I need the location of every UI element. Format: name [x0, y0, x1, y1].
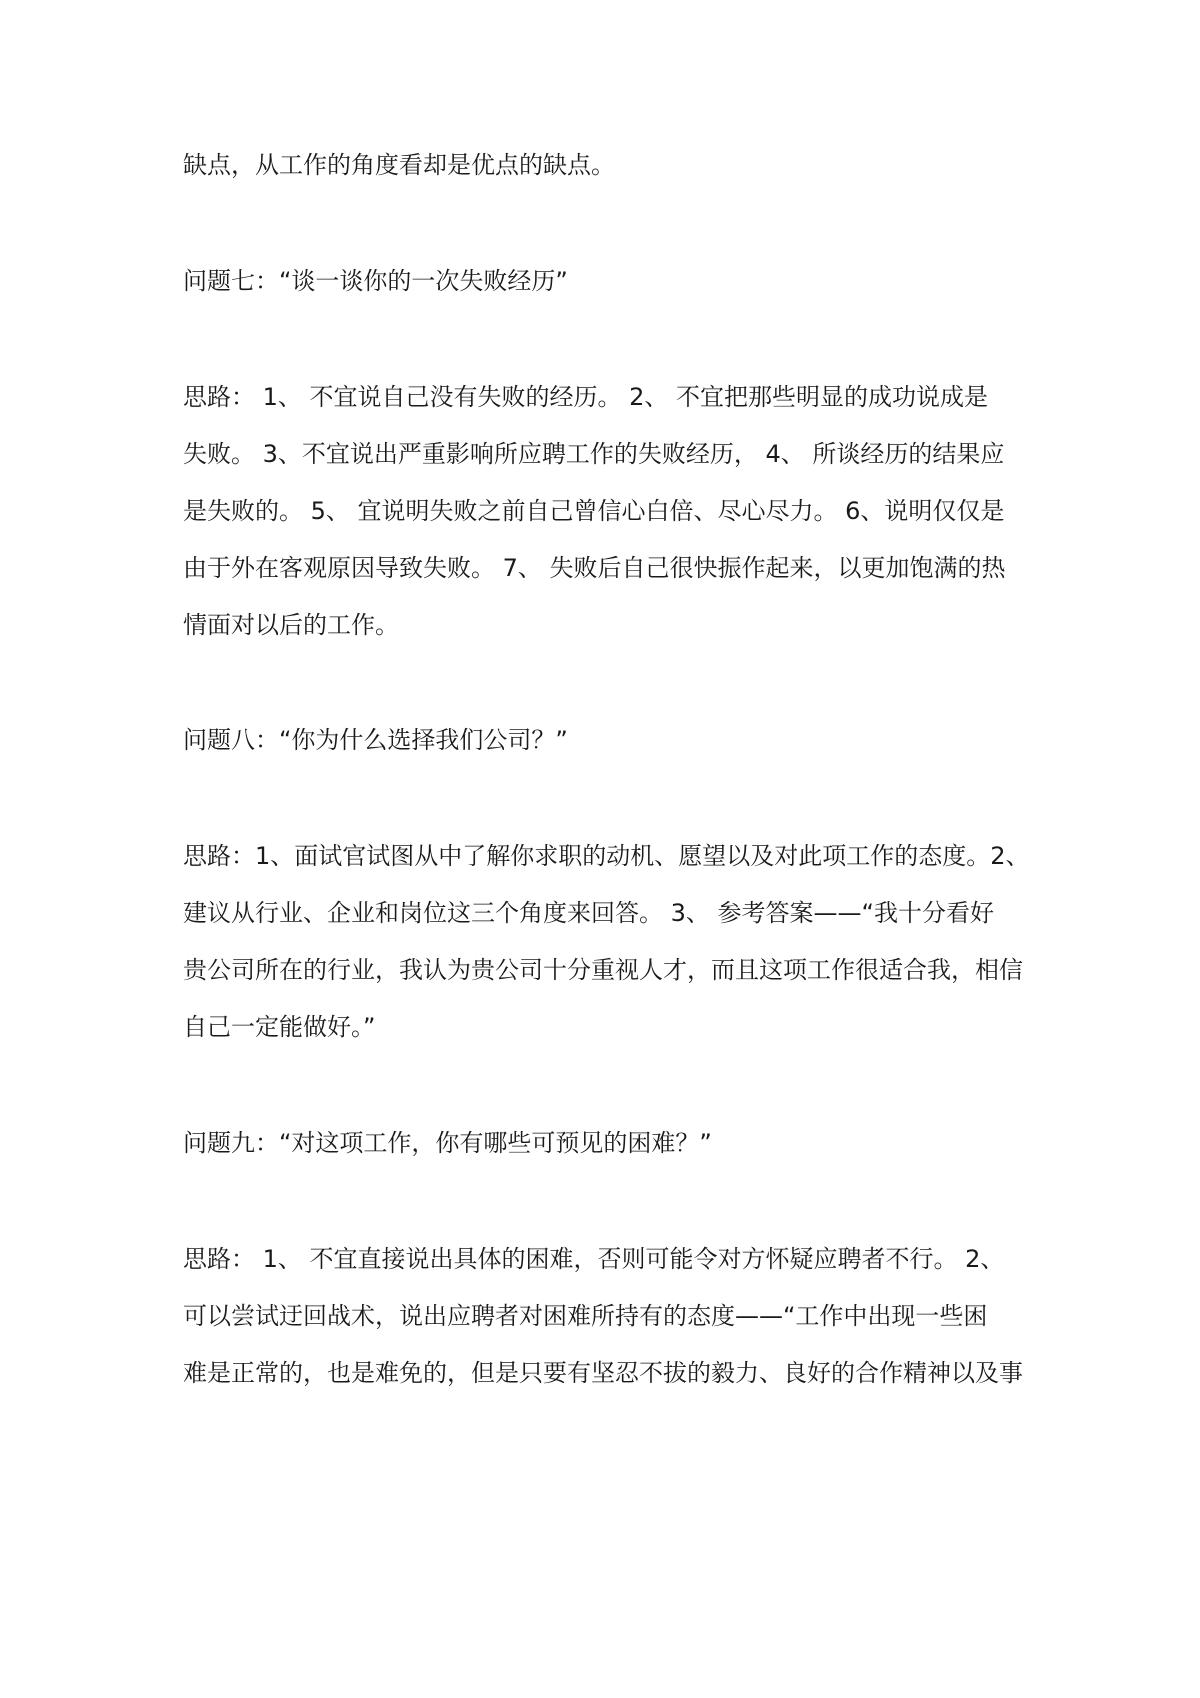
- paragraph-line: 难是正常的，也是难免的，但是只要有坚忍不拔的毅力、良好的合作精神以及事: [183, 1359, 1023, 1387]
- paragraph-line: 自己一定能做好。”: [183, 1013, 376, 1041]
- paragraph-line: 思路： 1、 不宜直接说出具体的困难，否则可能令对方怀疑应聘者不行。 2、: [183, 1245, 1005, 1273]
- paragraph-line: 失败。 3、不宜说出严重影响所应聘工作的失败经历， 4、 所谈经历的结果应: [183, 440, 1005, 468]
- question-heading: 问题七：“谈一谈你的一次失败经历”: [183, 267, 568, 295]
- paragraph-line: 贵公司所在的行业，我认为贵公司十分重视人才，而且这项工作很适合我，相信: [183, 956, 1023, 984]
- question-heading: 问题八：“你为什么选择我们公司？”: [183, 726, 568, 754]
- paragraph-line: 是失败的。 5、 宜说明失败之前自己曾信心白倍、尽心尽力。 6、说明仅仅是: [183, 497, 1005, 525]
- paragraph-line: 由于外在客观原因导致失败。 7、 失败后自己很快振作起来，以更加饱满的热: [183, 554, 1006, 582]
- question-heading: 问题九：“对这项工作，你有哪些可预见的困难？”: [183, 1129, 712, 1157]
- paragraph-line: 情面对以后的工作。: [183, 611, 399, 639]
- paragraph-line: 缺点，从工作的角度看却是优点的缺点。: [183, 151, 615, 179]
- paragraph-line: 可以尝试迂回战术，说出应聘者对困难所持有的态度——“工作中出现一些困: [183, 1302, 988, 1330]
- paragraph-line: 建议从行业、企业和岗位这三个角度来回答。 3、 参考答案——“我十分看好: [183, 899, 994, 927]
- paragraph-line: 思路：1、面试官试图从中了解你求职的动机、愿望以及对此项工作的态度。2、: [183, 842, 1030, 870]
- paragraph-line: 思路： 1、 不宜说自己没有失败的经历。 2、 不宜把那些明显的成功说成是: [183, 383, 989, 411]
